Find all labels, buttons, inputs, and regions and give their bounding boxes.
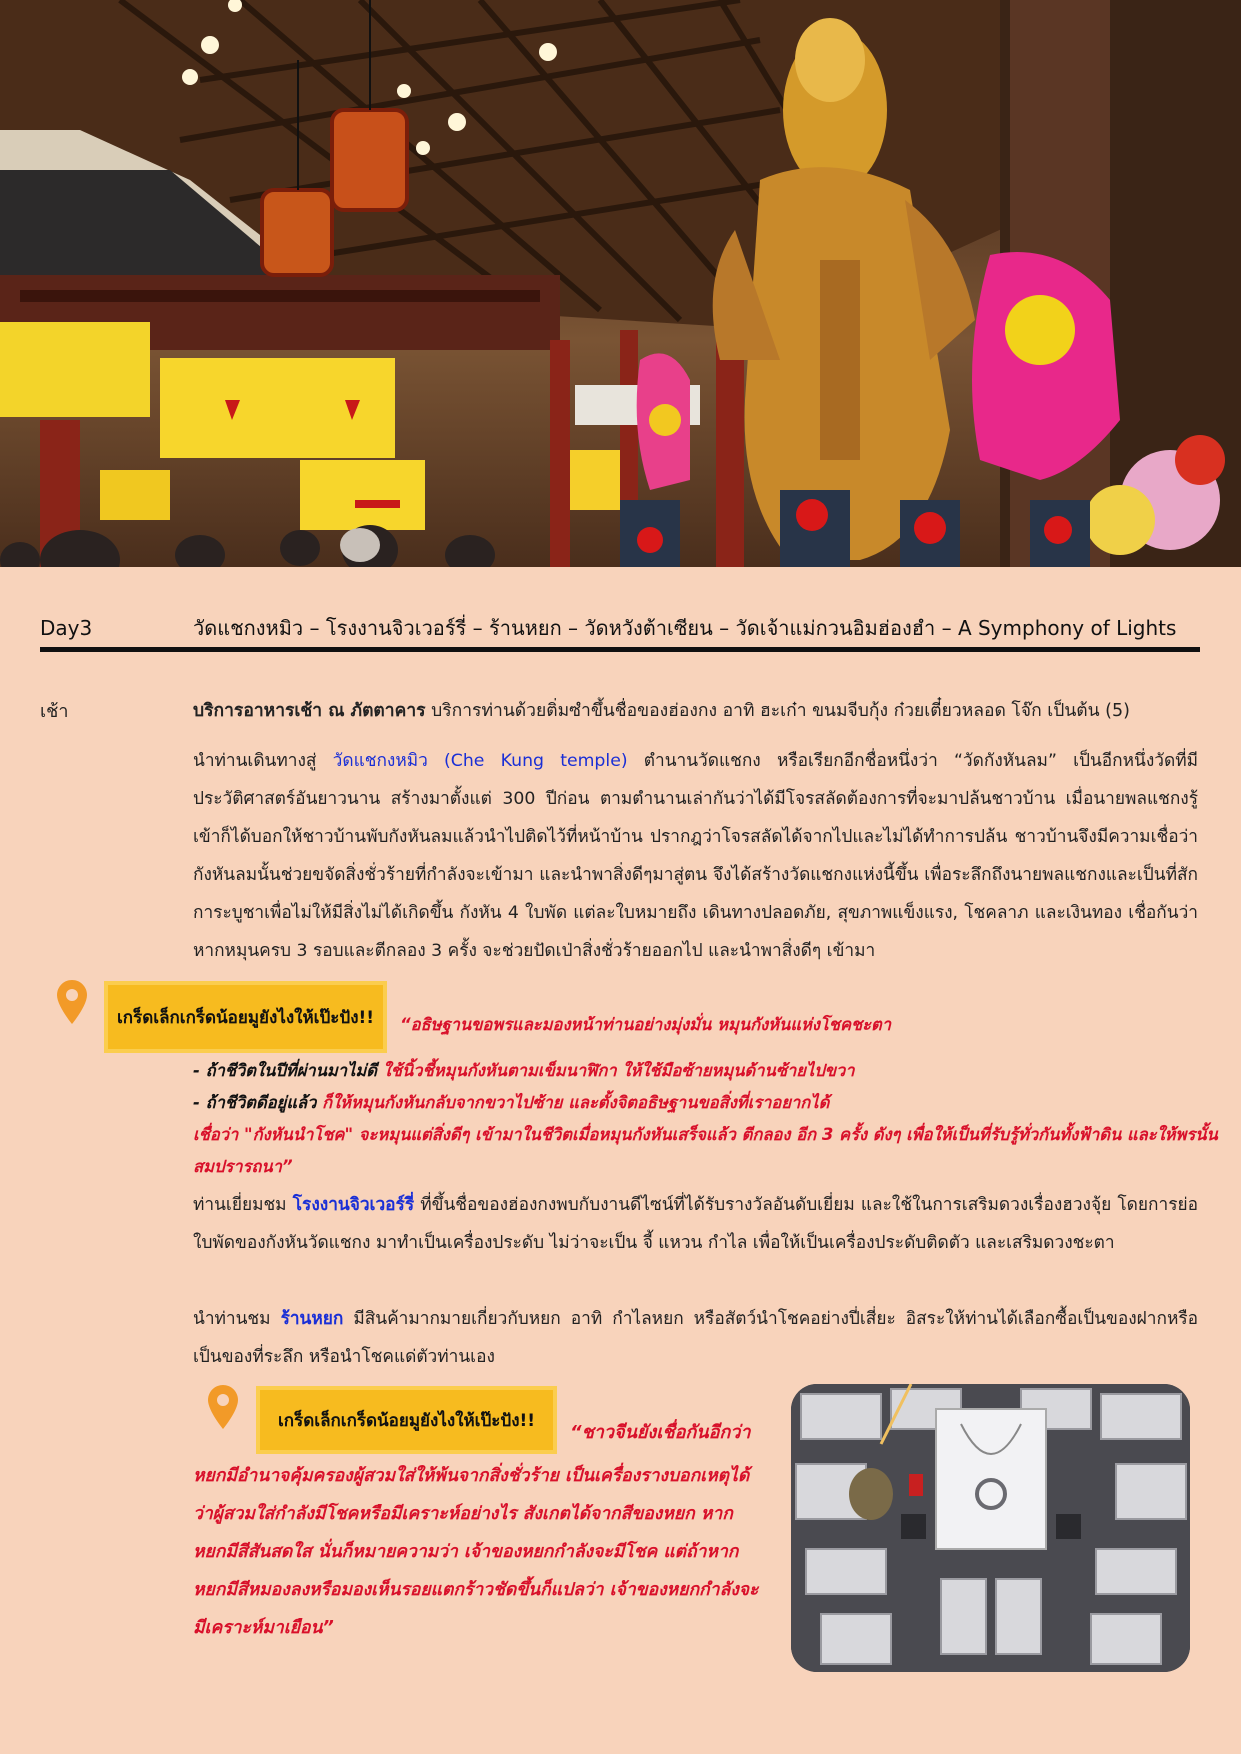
jewelry-display-photo bbox=[791, 1384, 1190, 1672]
jade-lead: นำท่านชม bbox=[193, 1309, 281, 1329]
jewelry-paragraph bbox=[193, 1186, 1198, 1262]
hero-photo bbox=[0, 0, 1241, 567]
tip2-first: “ชาวจีนยังเชื่อกันอีกว่า bbox=[570, 1422, 751, 1443]
header-divider bbox=[40, 647, 1200, 652]
jewelry-body: ที่ขึ้นชื่อของฮ่องกงพบกับงานดีไซน์ที่ได้รับรางวัลอันดับเยี่ยม และใช้ในการเสริมดวงเรื่องฮวงจุ้ย โดยการย่อใบพัดของกังหันวัดแชกง มาทำเป็นเครื่องประดับ ไม่ว่าจะเป็น จี้ แหวน กำไล เพื่อให้เป็นเครื่องประดับติดตัว และเสริมดวงชะตา bbox=[193, 1195, 1198, 1253]
location-pin-icon bbox=[208, 1385, 238, 1429]
meal-time: เช้า bbox=[40, 701, 69, 722]
tip1-line1: - ถ้าชีวิตในปีที่ผ่านมาไม่ดี ใช้นิ้วชี้หมุนกังหันตามเข็มนาฬิกา ให้ใช้มือซ้ายหมุนด้านซ้ายไปขวา bbox=[193, 1061, 855, 1080]
jewelry-name-link[interactable]: โรงงานจิวเวอร์รี่ bbox=[292, 1195, 415, 1215]
jewelry-lead: ท่านเยี่ยมชม bbox=[193, 1195, 293, 1215]
tip-label-badge: เกร็ดเล็กเกร็ดน้อยมูยังไงให้เป๊ะปัง!! bbox=[260, 1390, 553, 1450]
temple-lead: นำท่านเดินทางสู่ bbox=[193, 751, 333, 771]
tip1-line2: - ถ้าชีวิตดีอยู่แล้ว ก็ให้หมุนกังหันกลับจากขวาไปซ้าย และตั้งจิตอธิษฐานขอสิ่งที่เราอยากได้ bbox=[193, 1093, 830, 1112]
jade-paragraph bbox=[193, 1300, 1198, 1376]
day-header bbox=[40, 608, 1200, 648]
jade-body: มีสินค้ามากมายเกี่ยวกับหยก อาทิ กำไลหยก หรือสัตว์นำโชคอย่างปี่เสี่ยะ อิสระให้ท่านได้เลือกซื้อเป็นของฝากหรือเป็นของที่ระลึก หรือนำโชคแด่ตัวท่านเอง bbox=[193, 1309, 1199, 1367]
temple-body: ตำนานวัดแชกง หรือเรียกอีกชื่อหนึ่งว่า “วัดกังหันลม” เป็นอีกหนึ่งวัดที่มีประวัติศาสตร์อันยาวนาน สร้างมาตั้งแต่ 300 ปีก่อน ตามตำนานเล่ากันว่าได้มีโจรสลัดต้องการที่จะมาปล้นชาวบ้าน เมื่อนายพลแชกงรู้เข้าก็ได้บอกให้ชาวบ้านพับกังหันลมแล้วนำไปติดไว้ที่หน้าบ้าน ปรากฎว่าโจรสลัดได้จากไปและไม่ได้ทำการปล้น ชาวบ้านจึงมีความเชื่อว่ากังหันลมนั้นช่วยขจัดสิ่งชั่วร้ายที่กำลังจะเข้ามา และนำพาสิ่งดีๆมาสู่ตน จึงได้สร้างวัดแชกงแห่งนี้ขึ้น เพื่อระลึกถึงนายพลแชกงและเป็นที่สักการะบูชาเพื่อไม่ให้มีสิ่งไม่ได้เกิดขึ้น กังหัน 4 ใบพัด แต่ละใบหมายถึง เดินทางปลอดภัย, สุขภาพแข็งแรง, โชคลาภ และเงินทอง เชื่อกันว่าหากหมุนครบ 3 รอบและตีกลอง 3 ครั้ง จะช่วยปัดเป่าสิ่งชั่วร้ายออกไป และนำพาสิ่งดีๆ เข้ามา bbox=[193, 751, 1198, 961]
tip1-line3: เชื่อว่า "กังหันนำโชค" จะหมุนแต่สิ่งดีๆ เข้ามาในชีวิตเมื่อหมุนกังหันเสร็จแล้ว ตีกลอง อีก 3 ครั้ง ดังๆ เพื่อให้เป็นที่รับรู้ทั่วกันทั้งฟ้าดิน และให้พรนั้น bbox=[193, 1125, 1218, 1144]
day-title: วัดแชกงหมิว – โรงงานจิวเวอร์รี่ – ร้านหยก – วัดหวังต้าเซียน – วัดเจ้าแม่กวนอิมฮ่องฮำ – A Symphony of Lights bbox=[193, 616, 1177, 640]
temple-interior-illustration bbox=[0, 0, 1241, 567]
tip-label-badge: เกร็ดเล็กเกร็ดน้อยมูยังไงให้เป๊ะปัง!! bbox=[108, 985, 383, 1049]
meal-text bbox=[193, 696, 1203, 724]
tip2-body: หยกมีอำนาจคุ้มครองผู้สวมใส่ให้พ้นจากสิ่งชั่วร้าย เป็นเครื่องรางบอกเหตุได้ว่าผู้สวมใส่กำลังมีโชคหรือมีเคราะห์อย่างไร สังเกตได้จากสีของหยก หากหยกมีสีสันสดใส นั่นก็หมายความว่า เจ้าของหยกกำลังจะมีโชค แต่ถ้าหากหยกมีสีหมองลงหรือมองเห็นรอยแตกร้าวชัดขึ้นก็แปลว่า เจ้าของหยกกำลังจะมีเคราะห์มาเยือน” bbox=[193, 1466, 759, 1638]
location-pin-icon bbox=[57, 980, 87, 1024]
tip1-intro: “อธิษฐานขอพรและมองหน้าท่านอย่างมุ่งมั่น หมุนกังหันแห่งโชคชะตา bbox=[400, 1015, 892, 1034]
meal-bold: บริการอาหารเช้า ณ ภัตตาคาร bbox=[193, 701, 426, 721]
meal-desc: บริการท่านด้วยติ่มซำขึ้นชื่อของฮ่องกง อาทิ ฮะเก๋า ขนมจีบกุ้ง ก๋วยเตี๋ยวหลอด โจ๊ก เป็นต้น (5) bbox=[425, 701, 1130, 721]
tip1-line4: สมปรารถนา” bbox=[193, 1157, 293, 1176]
jade-name-link[interactable]: ร้านหยก bbox=[280, 1309, 344, 1329]
day-label: Day3 bbox=[40, 616, 93, 640]
jewelry-showcase-illustration bbox=[791, 1384, 1190, 1672]
temple-paragraph bbox=[193, 742, 1198, 970]
temple-name-link[interactable]: วัดแชกงหมิว (Che Kung temple) bbox=[332, 751, 628, 771]
